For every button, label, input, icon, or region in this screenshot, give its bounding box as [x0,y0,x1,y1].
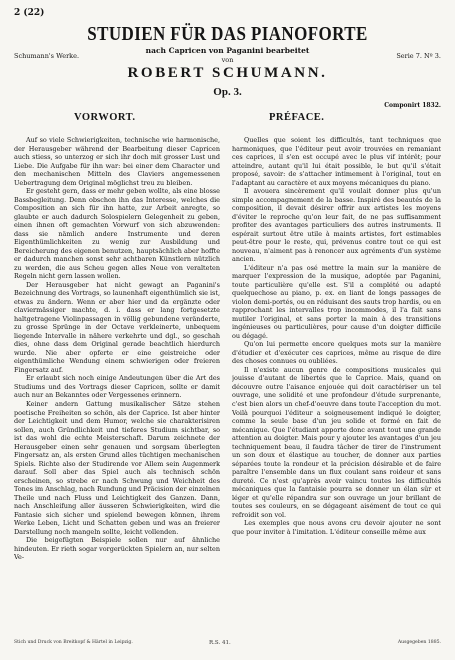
german-paragraph: Der Herausgeber hat nicht gewagt an Paganini's Bezeichnung des Vortrags, so launenhaft eigenthümlich sie ist, etwas zu ändern. Wenn er aber hier und da ergänzte oder claviermässiger machte, d. i. dass er lang fortgesetzte haltgetragene Violinpassagen in völlig gebundene veränderte, zu grosse Sprünge in der Octave verkleinerte, unbequem liegende Intervalle in nähere verkehrte und dgl., so geschah dies, ohne dass dem Original gerade beachtlich hierdurch wurde. Nie aber opferte er eine geistreiche oder eigenthümliche Wendung einem schwierigen oder freieren Fingersatz auf. [14,280,220,374]
issue-date: Ausgegeben 1885. [397,640,441,645]
german-paragraph: Er erlaubt sich noch einige Andeutungen über die Art des Studiums und des Vortrags dieser Capricen, sollte er damit auch nur an Bekanntes oder Vergessenes erinnern. [14,374,220,400]
opus-number: Op. 3. [213,86,242,98]
composed-date: Componirt 1832. [384,102,441,109]
german-paragraph: Auf so viele Schwierigkeiten, technische wie harmonische, der Herausgeber während der Bearbeitung dieser Capricen auch stiess, so unterzog er sich ihr doch mit grosser Lust und Liebe. Die Aufgabe für ihn war: bei einer dem Character und den mechanischen Mitteln des Claviers angemessenen Uebertragung dem Original möglichst treu zu bleiben. [14,136,220,187]
von-label: von [221,56,234,64]
series-label-right: Serie 7. Nº 3. [396,52,441,60]
vorwort-heading: VORWORT. [74,112,136,123]
german-paragraph: Er gesteht gern, dass er mehr geben wollte, als eine blosse Bassbegleitung. Denn obschon ihn das Interesse, welches die Composition an sich für ihn hatte, zur Arbeit anregte, so glaubte er auch dadurch Solospielern Gelegenheit zu geben, einen ihnen oft gemachten Vorwurf von sich abzuwenden: dass sie nämlich andere Instrumente und deren Eigenthümlichkeiten zu wenig zur Ausbildung und Bereicherung des eigenen benutzen, hauptsächlich aber hoffte er dadurch manchen sonst sehr achtbaren Künstlern nützlich zu werden, die aus Scheu gegen alles Neue von veralteten Regeln nicht gern lassen wollen. [14,187,220,281]
preface-heading: PRÉFACE. [269,112,325,123]
page-title: STUDIEN FÜR DAS PIANOFORTE [87,22,368,45]
french-paragraph: Il n'existe aucun genre de compositions musicales qui jouisse d'autant de libertés que le Caprice. Mais, quand on découvre outre l'aisance enjouée qui doit caractériser un tel ouvrage, une solidité et une profondeur d'étude surprenante, c'est bien alors un chef-d'oeuvre dans toute l'acception du mot. Voilà pourquoi l'éditeur a soigneusement indiqué le doigter, comme la seule base d'un jeu solide et formé en fait de mécanique. Que l'étudiant apporte donc avant tout une grande attention au doigter. Mais pour y ajouter les avantages d'un jeu techniquement beau, il faudra tâcher de tirer de l'instrument un son doux et élastique au toucher, de donner aux parties séparées toute la rondeur et la précision désirable et de faire paraître l'ensemble dans un flux coulant sans roideur et sans dureté. Ce n'est qu'après avoir vaincu toutes les difficultés mécaniques que la fantaisie pourra se donner un élan sûr et léger et qu'elle répandra sur son ouvrage un jour brillant de toutes ses couleurs, en se dégageant aisément de tout ce qui refroidit son vol. [232,365,441,519]
french-paragraph: Quelles que soient les difficultés, tant techniques que harmoniques, que l'éditeur peut avoir trouvées en remaniant ces caprices, il s'en est occupé avec le plus vif intérêt; pour atteindre, autant qu'il lui était possible, le but qu'il s'était proposé, savoir: de s'attacher intimement à l'original, tout en l'adaptant au caractère et aux moyens mécaniques du piano. [232,136,441,187]
french-paragraph: Les exemples que nous avons cru devoir ajouter ne sont que pour inviter à l'imitation. L'éditeur conseille même aux [232,519,441,536]
page-number: 2 (22) [14,8,45,18]
series-label-left: Schumann's Werke. [14,52,80,60]
score-page [14,8,441,652]
german-paragraph: Keiner andern Gattung musikalischer Sätze stehen poetische Freiheiten so schön, als der Caprice. Ist aber hinter der Leichtigkeit und dem Humor, welche sie charakterisiren sollen, auch Gründlichkeit und tieferes Studium sichtbar, so ist das wohl die echte Meisterschaft. Darum zeichnete der Herausgeber einen sehr genauen und sorgsam überlegten Fingersatz an, als ersten Grund alles tüchtigen mechanischen Spiels. Richte also der Studirende vor Allem sein Augenmerk darauf. Soll aber das Spiel auch als technisch schön erscheinen, so strebe er nach Schwung und Weichheit des Tones im Anschlag, nach Rundung und Präcision der einzelnen Theile und nach Fluss und Leichtigkeit des Ganzen. Dann, nach Anschleifung aller äusseren Schwierigkeiten, wird die Fantasie sich sicher und spielend bewegen können, ihrem Werke Leben, Licht und Schatten geben und was an freierer Darstellung noch mangeln sollte, leicht vollenden. [14,399,220,536]
printer-credit: Stich und Druck von Breitkopf & Härtel in Leipzig. [14,640,133,645]
french-paragraph: Il avouera sincèrement qu'il voulait donner plus qu'un simple accompagnement de la basse. Inspiré des beautés de la composition, il devait désirer offrir aux artistes les moyens d'éviter le reproche qu'on leur fait, de ne pas suffisamment profiter des avantages particuliers des autres instruments. Il espérait surtout être utile à maints artistes, fort estimables peut-être pour le reste, qui, prévenus contre tout ce qui est nouveau, n'aiment pas à renoncer aux agréments d'un système ancien. [232,187,441,264]
plate-number: R.S. 41. [209,640,231,646]
composer-name: ROBERT SCHUMANN. [127,65,328,81]
french-paragraph: Qu'on lui permette encore quelques mots sur la manière d'étudier et d'exécuter ces caprices, même au risque de dire des choses connues ou oubliées. [232,340,441,366]
german-column [14,136,220,636]
subtitle: nach Capricen von Paganini bearbeitet [145,46,310,55]
german-paragraph: Die beigefügten Beispiele sollen nur auf ähnliche hindeuten. Er rieth sogar vorgerückten Spielern an, nur selten Ve- [14,536,220,562]
french-paragraph: L'éditeur n'a pas osé mettre la main sur la manière de marquer l'expression de la musique, adoptée par Paganini, toute particulière qu'elle est. S'il a complété ou adapté quelquechose au piano, p. ex. en liant de longs passages de violon demi-portés, ou en réduisant des sauts trop hardis, ou en rapprochant les intervalles trop incommodes, il l'a fait sans mutiler l'original, et sans porter la main à des transitions ingénieuses ou particulières, pour cause d'un doigter difficile ou dégagé. [232,263,441,340]
french-column [232,136,441,636]
